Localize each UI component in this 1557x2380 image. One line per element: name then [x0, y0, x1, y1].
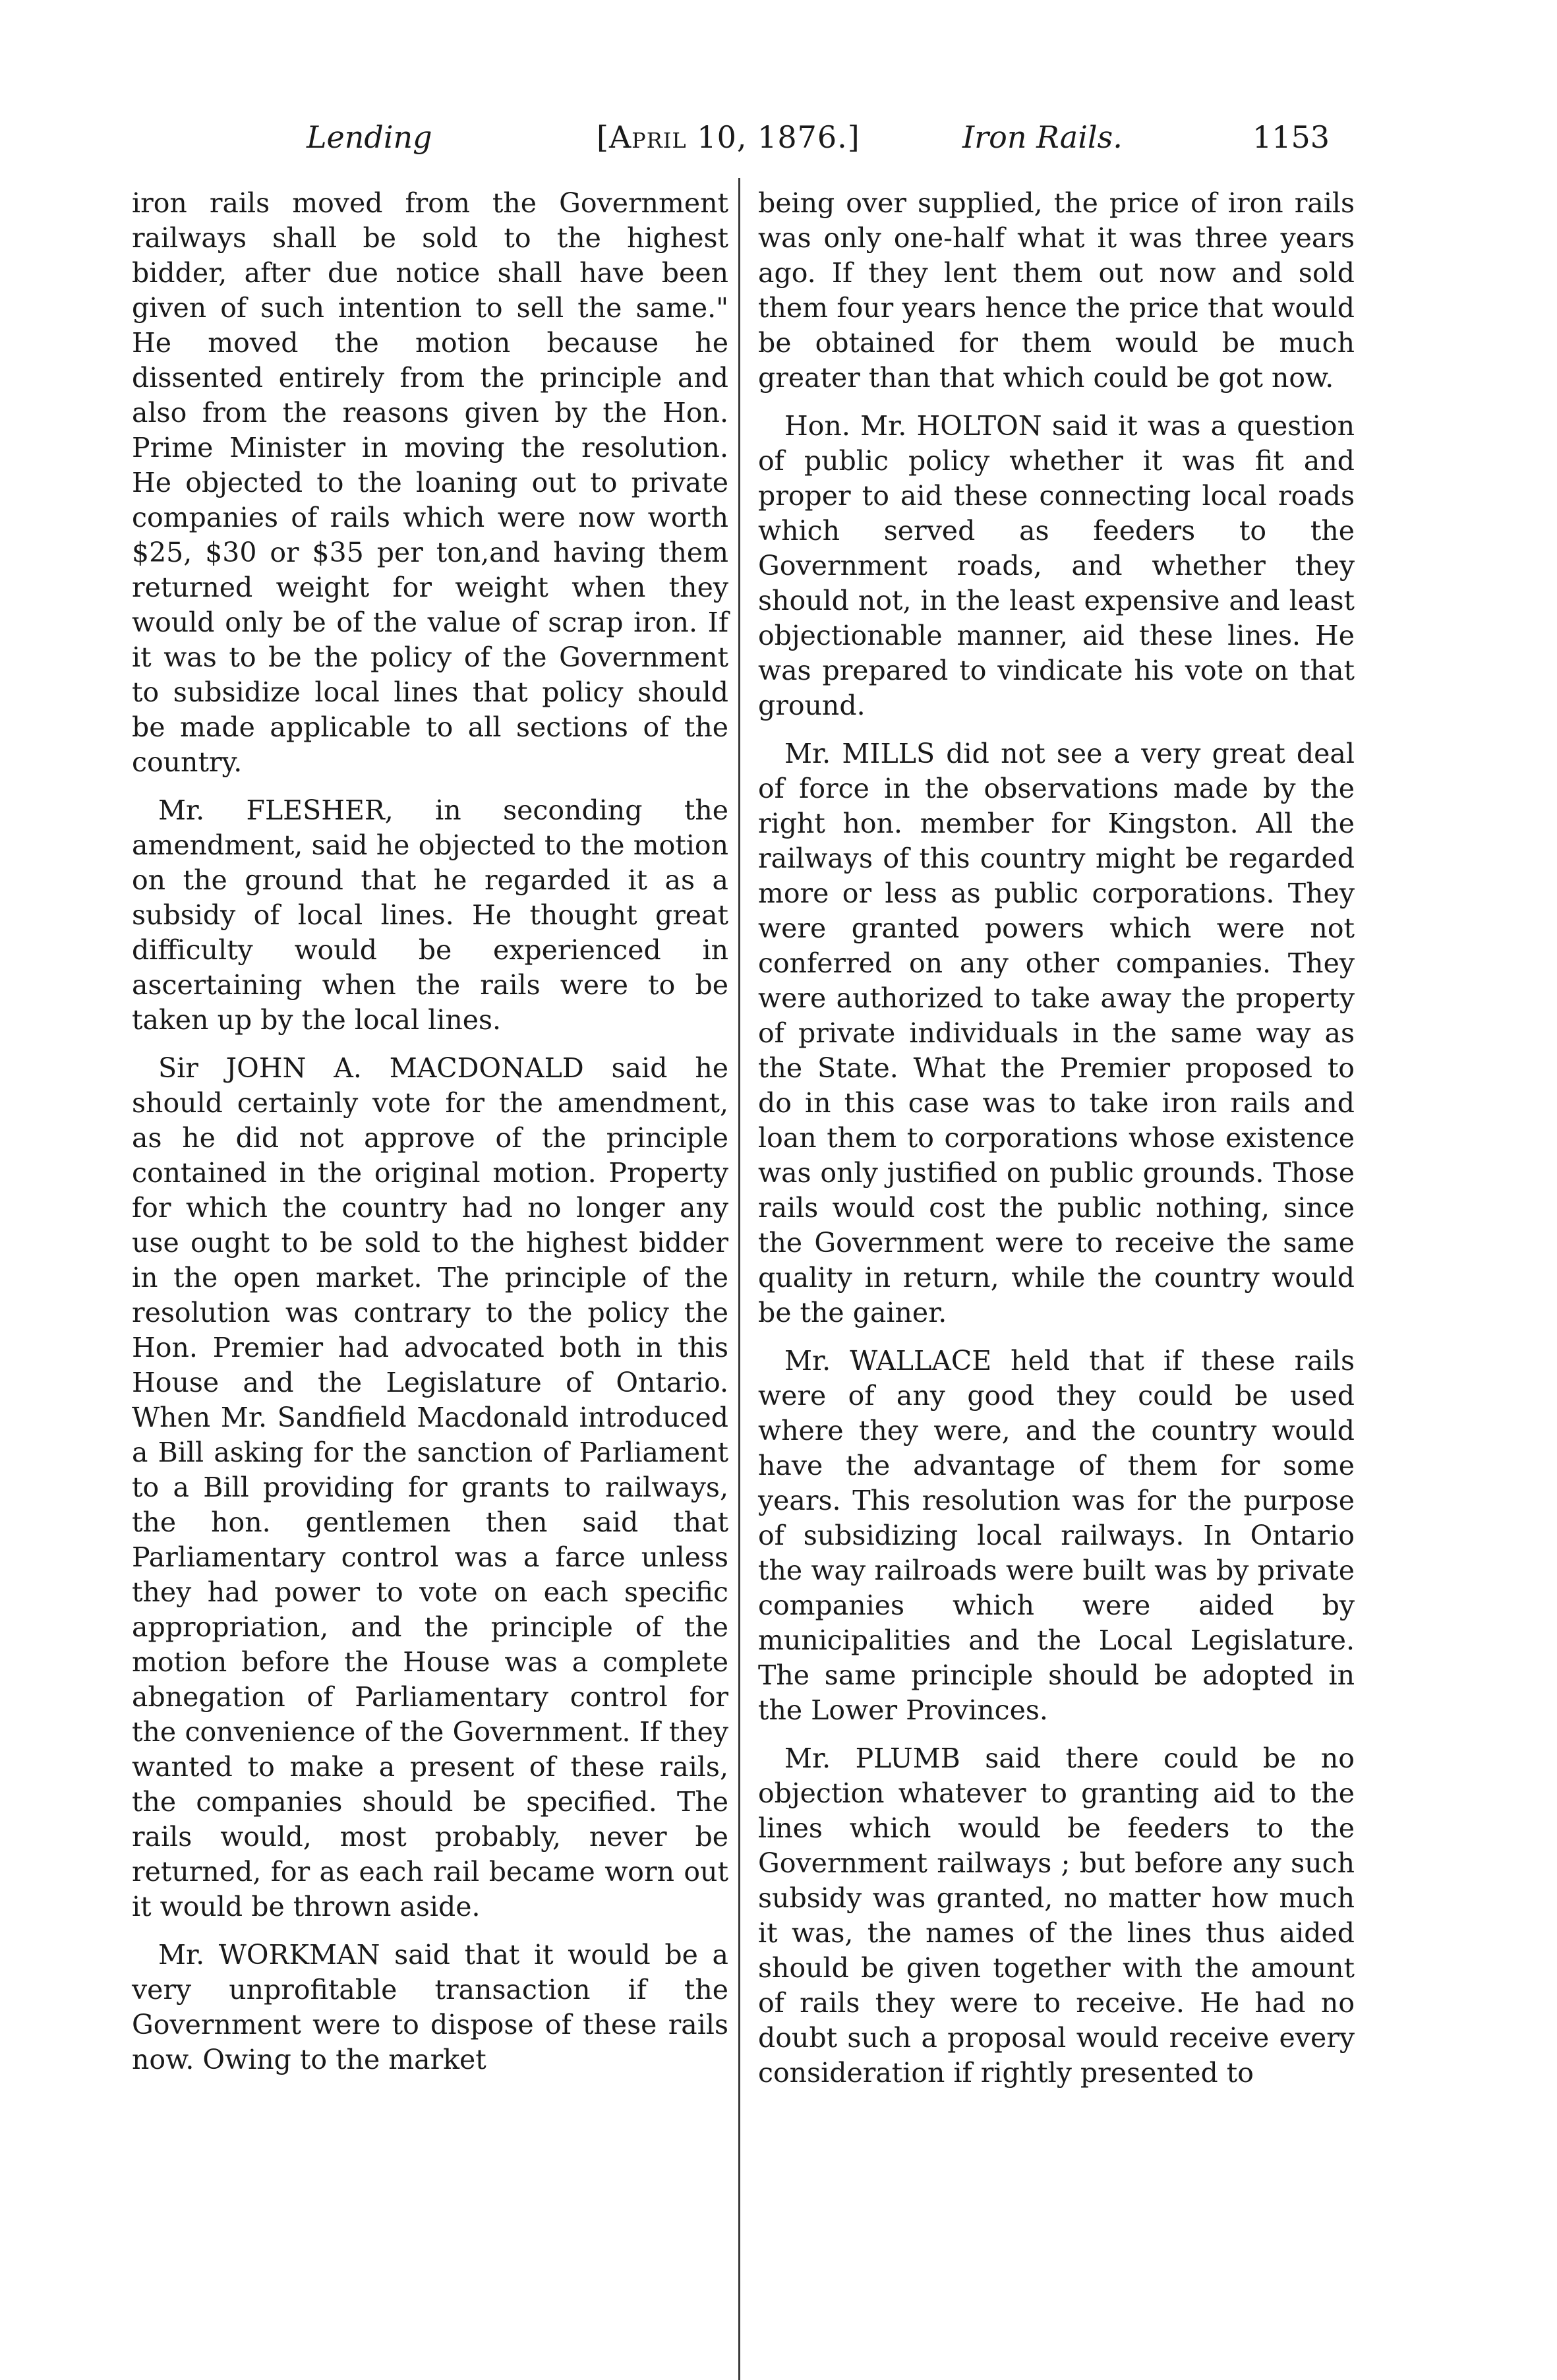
paragraph-mills: Mr. MILLS did not see a very great deal of force in the observations made by the right hon. member for Kingston. All the railways of this country might be regarded more or less as public corporations. They were granted powers which were not conferred on any other companies. They were authorized to take away the property of private individuals in the same way as the State. What the Premier proposed to do in this case was to take iron rails and loan them to corporations whose existence was only justified on public grounds. Those rails would cost the public nothing, since the Government were to receive the same quality in return, while the country would be the gainer.: [758, 738, 1355, 1328]
paragraph-holton: Hon. Mr. HOLTON said it was a question of public policy whether it was fit and proper to aid these connecting local roads which served as feeders to the Government roads, and whether they should not, in the least expensive and least objectionable manner, aid these lines. He was prepared to vindicate his vote on that ground.: [758, 410, 1355, 721]
paragraph-continued-right: being over supplied, the price of iron rails was only one-half what it was three years ago. If they lent them out now and sold them four years hence the price that would be obtained for them would be much greater than that which could be got now.: [758, 187, 1355, 394]
paragraph-flesher: Mr. FLESHER, in seconding the amendment, said he objected to the motion on the ground that he regarded it as a subsidy of local lines. He thought great difficulty would be experienced in ascertaining when the rails were to be taken up by the local lines.: [132, 794, 728, 1036]
column-divider: [738, 178, 740, 2380]
page-header: [0, 111, 1557, 164]
running-head-right: Iron Rails.: [962, 119, 1123, 155]
paragraph-continued: iron rails moved from the Government railways shall be sold to the highest bidder, after due notice shall have been given of such intention to sell the same." He moved the motion because he dissented entirely from the principle and also from the reasons given by the Hon. Prime Minister in moving the resolution. He objected to the loaning out to private companies of rails which were now worth $25, $30 or $35 per ton,and having them returned weight for weight when they would only be of the value of scrap iron. If it was to be the policy of the Government to subsidize local lines that policy should be made applicable to all sections of the country.: [132, 187, 728, 778]
running-head-date: [April 10, 1876.]: [597, 119, 860, 155]
paragraph-macdonald: Sir JOHN A. MACDONALD said he should certainly vote for the amendment, as he did not approve of the principle contained in the original motion. Property for which the country had no longer any use ought to be sold to the highest bidder in the open market. The principle of the resolution was contrary to the policy the Hon. Premier had advocated both in this House and the Legislature of Ontario. When Mr. Sandfield Macdonald introduced a Bill asking for the sanction of Parliament to a Bill providing for grants to railways, the hon. gentlemen then said that Parliamentary control was a farce unless they had power to vote on each specific appropriation, and the principle of the motion before the House was a complete abnegation of Parliamentary control for the convenience of the Government. If they wanted to make a present of these rails, the companies should be specified. The rails would, most probably, never be returned, for as each rail became worn out it would be thrown aside.: [132, 1052, 728, 1922]
right-column: [758, 186, 1355, 2091]
page-number: 1153: [1252, 119, 1330, 155]
running-head-left: Lending: [307, 119, 432, 155]
left-column: [132, 186, 728, 2077]
paragraph-plumb: Mr. PLUMB said there could be no objection whatever to granting aid to the lines which would be feeders to the Government railways ; but before any such subsidy was granted, no matter how much it was, the names of the lines thus aided should be given together with the amount of rails they were to receive. He had no doubt such a proposal would receive every consideration if rightly presented to: [758, 1742, 1355, 2089]
paragraph-workman: Mr. WORKMAN said that it would be a very unprofitable transaction if the Government were to dispose of these rails now. Owing to the market: [132, 1939, 728, 2075]
paragraph-wallace: Mr. WALLACE held that if these rails were of any good they could be used where they were, and the country would have the advantage of them for some years. This resolution was for the purpose of subsidizing local railways. In Ontario the way railroads were built was by private companies which were aided by municipalities and the Local Legislature. The same principle should be adopted in the Lower Provinces.: [758, 1345, 1355, 1726]
